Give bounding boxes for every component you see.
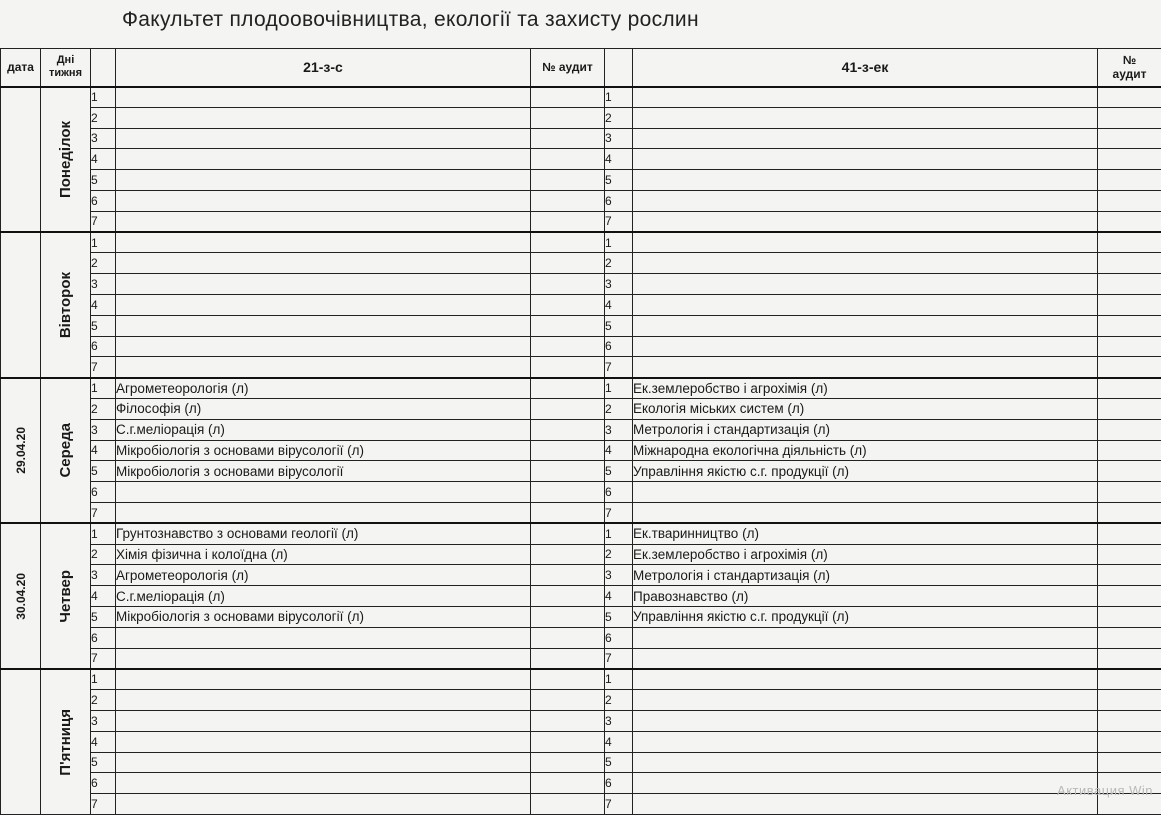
group2-room bbox=[1098, 627, 1161, 648]
lesson-row bbox=[1, 773, 1161, 794]
group2-subject bbox=[633, 107, 1098, 128]
group1-subject bbox=[116, 690, 531, 711]
group1-room bbox=[531, 357, 605, 378]
lesson-number: 6 bbox=[605, 336, 633, 357]
group1-room bbox=[531, 648, 605, 669]
lesson-row bbox=[1, 378, 1161, 399]
group1-subject: Агрометеорологія (л) bbox=[116, 565, 531, 586]
group1-subject bbox=[116, 357, 531, 378]
lesson-number: 7 bbox=[91, 357, 116, 378]
group2-room bbox=[1098, 190, 1161, 211]
lesson-number: 5 bbox=[605, 606, 633, 627]
group1-room bbox=[531, 128, 605, 149]
group1-subject: Грунтознавство з основами геології (л) bbox=[116, 523, 531, 544]
lesson-number: 4 bbox=[605, 731, 633, 752]
group1-room bbox=[531, 523, 605, 544]
group1-subject: Мікробіологія з основами вірусології bbox=[116, 461, 531, 482]
lesson-row bbox=[1, 606, 1161, 627]
lesson-number: 7 bbox=[91, 648, 116, 669]
lesson-number: 1 bbox=[91, 232, 116, 253]
lesson-row bbox=[1, 690, 1161, 711]
lesson-number: 2 bbox=[605, 253, 633, 274]
group2-room bbox=[1098, 87, 1161, 108]
group1-room bbox=[531, 606, 605, 627]
lesson-number: 4 bbox=[605, 294, 633, 315]
group2-room bbox=[1098, 398, 1161, 419]
group1-room bbox=[531, 794, 605, 815]
lesson-number: 4 bbox=[91, 294, 116, 315]
date-cell bbox=[1, 232, 41, 378]
day-cell bbox=[41, 523, 91, 669]
group2-room bbox=[1098, 315, 1161, 336]
schedule-table bbox=[0, 48, 1161, 815]
lesson-row bbox=[1, 274, 1161, 295]
lesson-number: 7 bbox=[91, 211, 116, 232]
group2-room bbox=[1098, 378, 1161, 399]
group1-subject bbox=[116, 752, 531, 773]
lesson-row bbox=[1, 482, 1161, 503]
group1-subject bbox=[116, 107, 531, 128]
group1-room bbox=[531, 419, 605, 440]
group1-room bbox=[531, 87, 605, 108]
date-cell bbox=[1, 378, 41, 524]
lesson-number: 6 bbox=[605, 482, 633, 503]
group1-room bbox=[531, 627, 605, 648]
lesson-number: 2 bbox=[605, 544, 633, 565]
lesson-row bbox=[1, 565, 1161, 586]
lesson-row bbox=[1, 232, 1161, 253]
group2-subject bbox=[633, 232, 1098, 253]
lesson-number: 6 bbox=[91, 336, 116, 357]
group2-room bbox=[1098, 253, 1161, 274]
lesson-row bbox=[1, 190, 1161, 211]
group1-subject bbox=[116, 274, 531, 295]
lesson-number: 1 bbox=[605, 378, 633, 399]
header-days bbox=[41, 49, 91, 87]
lesson-number: 7 bbox=[605, 794, 633, 815]
group1-subject bbox=[116, 190, 531, 211]
group2-subject bbox=[633, 794, 1098, 815]
lesson-number: 7 bbox=[91, 502, 116, 523]
group1-subject bbox=[116, 627, 531, 648]
lesson-number: 4 bbox=[91, 586, 116, 607]
group1-room bbox=[531, 773, 605, 794]
header-date: дата bbox=[1, 49, 41, 87]
lesson-row bbox=[1, 128, 1161, 149]
group2-subject: Міжнародна екологічна діяльність (л) bbox=[633, 440, 1098, 461]
day-name: Вівторок bbox=[57, 272, 74, 338]
group1-room bbox=[531, 274, 605, 295]
group1-room bbox=[531, 544, 605, 565]
group1-subject bbox=[116, 669, 531, 690]
lesson-number: 7 bbox=[91, 794, 116, 815]
lesson-number: 4 bbox=[91, 149, 116, 170]
group1-room bbox=[531, 502, 605, 523]
lesson-number: 4 bbox=[605, 149, 633, 170]
group2-room bbox=[1098, 419, 1161, 440]
group1-subject bbox=[116, 794, 531, 815]
group2-subject bbox=[633, 648, 1098, 669]
group2-subject bbox=[633, 211, 1098, 232]
lesson-number: 6 bbox=[605, 627, 633, 648]
day-name: П'ятниця bbox=[57, 709, 74, 776]
lesson-number: 4 bbox=[91, 440, 116, 461]
lesson-number: 7 bbox=[605, 357, 633, 378]
group1-room bbox=[531, 731, 605, 752]
group2-room bbox=[1098, 710, 1161, 731]
lesson-number: 3 bbox=[91, 565, 116, 586]
group2-subject bbox=[633, 710, 1098, 731]
group2-room bbox=[1098, 502, 1161, 523]
lesson-row bbox=[1, 523, 1161, 544]
lesson-number: 5 bbox=[605, 461, 633, 482]
lesson-number: 5 bbox=[91, 606, 116, 627]
lesson-number: 6 bbox=[91, 627, 116, 648]
group2-subject: Метрологія і стандартизація (л) bbox=[633, 419, 1098, 440]
group2-room bbox=[1098, 586, 1161, 607]
group2-subject bbox=[633, 357, 1098, 378]
group2-room bbox=[1098, 606, 1161, 627]
group1-room bbox=[531, 690, 605, 711]
lesson-number: 2 bbox=[91, 253, 116, 274]
lesson-number: 3 bbox=[91, 710, 116, 731]
lesson-row bbox=[1, 461, 1161, 482]
lesson-number: 6 bbox=[605, 773, 633, 794]
group1-subject bbox=[116, 149, 531, 170]
lesson-number: 1 bbox=[91, 87, 116, 108]
group1-subject bbox=[116, 336, 531, 357]
lesson-number: 1 bbox=[605, 523, 633, 544]
group2-subject bbox=[633, 502, 1098, 523]
group1-subject bbox=[116, 232, 531, 253]
group1-room bbox=[531, 253, 605, 274]
group2-room bbox=[1098, 294, 1161, 315]
lesson-number: 2 bbox=[605, 107, 633, 128]
group1-room bbox=[531, 149, 605, 170]
group2-room bbox=[1098, 107, 1161, 128]
lesson-number: 2 bbox=[91, 398, 116, 419]
lesson-number: 4 bbox=[605, 586, 633, 607]
lesson-number: 7 bbox=[605, 648, 633, 669]
lesson-number: 5 bbox=[91, 461, 116, 482]
group2-room bbox=[1098, 523, 1161, 544]
group2-room bbox=[1098, 128, 1161, 149]
group1-subject bbox=[116, 211, 531, 232]
lesson-row bbox=[1, 107, 1161, 128]
group2-subject bbox=[633, 170, 1098, 191]
lesson-number: 2 bbox=[91, 107, 116, 128]
header-room2 bbox=[1098, 49, 1161, 87]
lesson-number: 3 bbox=[91, 128, 116, 149]
group1-room bbox=[531, 398, 605, 419]
lesson-row bbox=[1, 253, 1161, 274]
group1-subject: С.г.меліорація (л) bbox=[116, 419, 531, 440]
lesson-row bbox=[1, 440, 1161, 461]
lesson-row bbox=[1, 544, 1161, 565]
group2-room bbox=[1098, 211, 1161, 232]
lesson-number: 6 bbox=[91, 190, 116, 211]
lesson-row bbox=[1, 87, 1161, 108]
group2-subject: Управління якістю с.г. продукції (л) bbox=[633, 461, 1098, 482]
date-label: 30.04.20 bbox=[14, 573, 28, 620]
header-days-line2: тижня bbox=[49, 67, 82, 79]
day-cell bbox=[41, 232, 91, 378]
group2-room bbox=[1098, 544, 1161, 565]
group1-subject bbox=[116, 315, 531, 336]
group1-subject: Філософія (л) bbox=[116, 398, 531, 419]
lesson-row bbox=[1, 149, 1161, 170]
lesson-number: 1 bbox=[91, 669, 116, 690]
group2-subject bbox=[633, 690, 1098, 711]
lesson-number: 1 bbox=[91, 523, 116, 544]
lesson-number: 5 bbox=[91, 170, 116, 191]
lesson-number: 3 bbox=[605, 710, 633, 731]
group1-subject: Хімія фізична і колоїдна (л) bbox=[116, 544, 531, 565]
group1-room bbox=[531, 482, 605, 503]
lesson-number: 5 bbox=[91, 315, 116, 336]
group2-room bbox=[1098, 149, 1161, 170]
lesson-number: 1 bbox=[605, 87, 633, 108]
group2-room bbox=[1098, 690, 1161, 711]
group1-room bbox=[531, 232, 605, 253]
group2-subject bbox=[633, 149, 1098, 170]
group2-subject bbox=[633, 274, 1098, 295]
group2-room bbox=[1098, 731, 1161, 752]
group2-subject: Ек.тваринництво (л) bbox=[633, 523, 1098, 544]
lesson-number: 3 bbox=[605, 565, 633, 586]
group1-subject bbox=[116, 253, 531, 274]
header-num1 bbox=[91, 49, 116, 87]
group1-subject bbox=[116, 294, 531, 315]
date-cell bbox=[1, 523, 41, 669]
group1-subject bbox=[116, 731, 531, 752]
group2-subject bbox=[633, 253, 1098, 274]
header-group1: 21-з-с bbox=[116, 49, 531, 87]
header-row bbox=[1, 49, 1161, 87]
lesson-row bbox=[1, 315, 1161, 336]
group1-room bbox=[531, 336, 605, 357]
day-name: Четвер bbox=[57, 570, 74, 623]
lesson-row bbox=[1, 398, 1161, 419]
lesson-number: 3 bbox=[605, 419, 633, 440]
lesson-row bbox=[1, 648, 1161, 669]
day-cell bbox=[41, 87, 91, 233]
lesson-number: 3 bbox=[605, 128, 633, 149]
group1-room bbox=[531, 378, 605, 399]
group1-room bbox=[531, 211, 605, 232]
group2-room bbox=[1098, 357, 1161, 378]
group2-room bbox=[1098, 336, 1161, 357]
header-room2-line1: № bbox=[1123, 53, 1136, 67]
lesson-row bbox=[1, 357, 1161, 378]
group1-subject bbox=[116, 502, 531, 523]
lesson-number: 5 bbox=[605, 752, 633, 773]
group2-room bbox=[1098, 170, 1161, 191]
group1-subject bbox=[116, 710, 531, 731]
lesson-number: 3 bbox=[91, 419, 116, 440]
lesson-row bbox=[1, 336, 1161, 357]
group2-room bbox=[1098, 461, 1161, 482]
day-cell bbox=[41, 669, 91, 815]
lesson-number: 2 bbox=[605, 690, 633, 711]
group2-room bbox=[1098, 482, 1161, 503]
group2-subject: Правознавство (л) bbox=[633, 586, 1098, 607]
group2-subject: Метрологія і стандартизація (л) bbox=[633, 565, 1098, 586]
lesson-row bbox=[1, 752, 1161, 773]
header-room1: № аудит bbox=[531, 49, 605, 87]
group1-subject: Мікробіологія з основами вірусології (л) bbox=[116, 440, 531, 461]
lesson-number: 1 bbox=[91, 378, 116, 399]
lesson-number: 6 bbox=[605, 190, 633, 211]
group1-subject bbox=[116, 773, 531, 794]
lesson-number: 6 bbox=[91, 773, 116, 794]
header-room2-line2: аудит bbox=[1113, 67, 1147, 81]
group1-room bbox=[531, 586, 605, 607]
activation-watermark: Активация Win bbox=[1057, 783, 1153, 798]
lesson-number: 1 bbox=[605, 232, 633, 253]
group2-subject bbox=[633, 87, 1098, 108]
group2-subject: Управління якістю с.г. продукції (л) bbox=[633, 606, 1098, 627]
day-cell bbox=[41, 378, 91, 524]
group2-room bbox=[1098, 752, 1161, 773]
group2-subject bbox=[633, 294, 1098, 315]
date-cell bbox=[1, 669, 41, 815]
date-cell bbox=[1, 87, 41, 233]
header-group2: 41-з-ек bbox=[633, 49, 1098, 87]
group1-room bbox=[531, 440, 605, 461]
lesson-row bbox=[1, 294, 1161, 315]
group1-subject bbox=[116, 87, 531, 108]
lesson-row bbox=[1, 586, 1161, 607]
group2-subject: Екологія міських систем (л) bbox=[633, 398, 1098, 419]
lesson-number: 4 bbox=[91, 731, 116, 752]
group1-subject bbox=[116, 482, 531, 503]
lesson-number: 1 bbox=[605, 669, 633, 690]
day-name: Понеділок bbox=[57, 121, 74, 198]
schedule-body bbox=[1, 87, 1161, 815]
lesson-number: 4 bbox=[605, 440, 633, 461]
group1-room bbox=[531, 669, 605, 690]
group2-subject bbox=[633, 731, 1098, 752]
lesson-number: 5 bbox=[605, 170, 633, 191]
group2-subject: Ек.землеробство і агрохімія (л) bbox=[633, 544, 1098, 565]
day-name: Середа bbox=[57, 423, 74, 478]
group2-subject bbox=[633, 669, 1098, 690]
group2-subject bbox=[633, 190, 1098, 211]
lesson-row bbox=[1, 419, 1161, 440]
group2-room bbox=[1098, 648, 1161, 669]
group2-room bbox=[1098, 232, 1161, 253]
lesson-number: 2 bbox=[91, 544, 116, 565]
group2-room bbox=[1098, 440, 1161, 461]
group2-subject bbox=[633, 482, 1098, 503]
date-label: 29.04.20 bbox=[14, 427, 28, 474]
group1-room bbox=[531, 315, 605, 336]
lesson-number: 6 bbox=[91, 482, 116, 503]
lesson-number: 7 bbox=[605, 502, 633, 523]
lesson-number: 3 bbox=[91, 274, 116, 295]
group1-subject bbox=[116, 170, 531, 191]
group1-room bbox=[531, 710, 605, 731]
group1-subject: С.г.меліорація (л) bbox=[116, 586, 531, 607]
group2-room bbox=[1098, 274, 1161, 295]
group1-room bbox=[531, 565, 605, 586]
group1-room bbox=[531, 461, 605, 482]
group1-room bbox=[531, 294, 605, 315]
lesson-number: 5 bbox=[91, 752, 116, 773]
lesson-row bbox=[1, 669, 1161, 690]
header-num2 bbox=[605, 49, 633, 87]
lesson-row bbox=[1, 502, 1161, 523]
group2-subject bbox=[633, 773, 1098, 794]
group1-room bbox=[531, 107, 605, 128]
group2-subject: Ек.землеробство і агрохімія (л) bbox=[633, 378, 1098, 399]
group1-room bbox=[531, 752, 605, 773]
lesson-row bbox=[1, 794, 1161, 815]
group2-subject bbox=[633, 336, 1098, 357]
lesson-number: 2 bbox=[605, 398, 633, 419]
lesson-row bbox=[1, 710, 1161, 731]
lesson-row bbox=[1, 731, 1161, 752]
lesson-number: 7 bbox=[605, 211, 633, 232]
group1-subject: Мікробіологія з основами вірусології (л) bbox=[116, 606, 531, 627]
lesson-row bbox=[1, 211, 1161, 232]
lesson-row bbox=[1, 170, 1161, 191]
group2-subject bbox=[633, 627, 1098, 648]
lesson-row bbox=[1, 627, 1161, 648]
group1-subject: Агрометеорологія (л) bbox=[116, 378, 531, 399]
group1-subject bbox=[116, 128, 531, 149]
group2-room bbox=[1098, 669, 1161, 690]
header-days-line1: Дні bbox=[57, 54, 75, 66]
lesson-number: 2 bbox=[91, 690, 116, 711]
group2-subject bbox=[633, 315, 1098, 336]
group2-subject bbox=[633, 752, 1098, 773]
group2-subject bbox=[633, 128, 1098, 149]
group2-room bbox=[1098, 565, 1161, 586]
lesson-number: 5 bbox=[605, 315, 633, 336]
page-title: Факультет плодоовочівництва, екології та захисту рослин bbox=[122, 8, 699, 32]
group1-subject bbox=[116, 648, 531, 669]
group1-room bbox=[531, 170, 605, 191]
group1-room bbox=[531, 190, 605, 211]
lesson-number: 3 bbox=[605, 274, 633, 295]
